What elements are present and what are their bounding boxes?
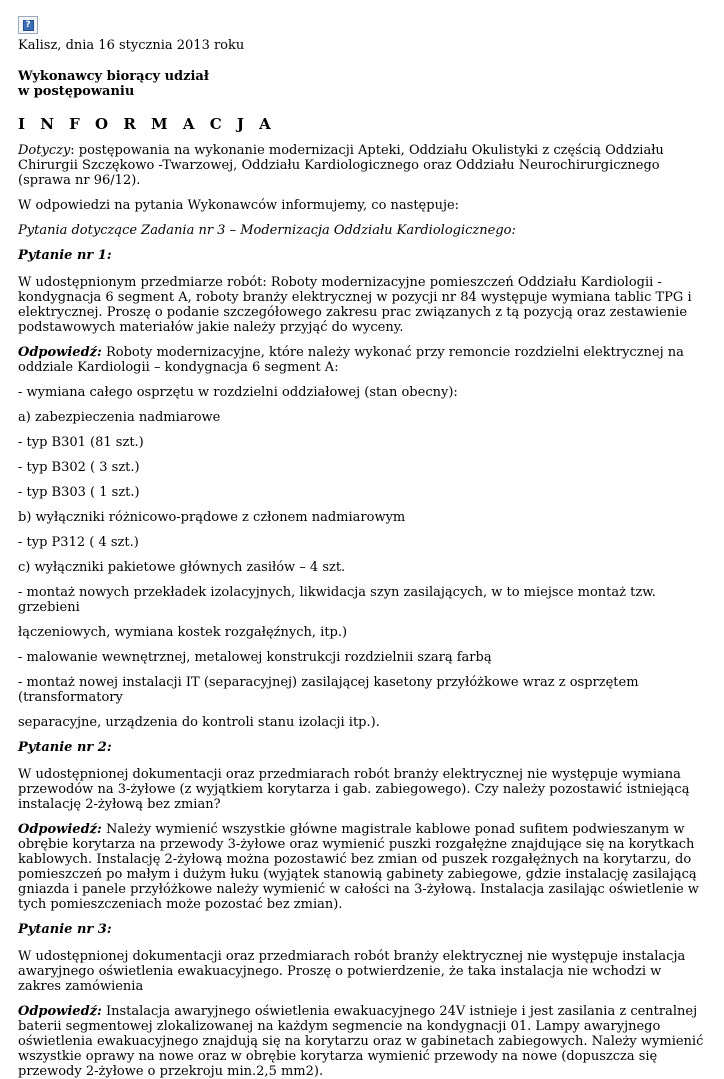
answer-1-line: b) wyłączniki różnicowo-prądowe z członem nadmiarowym <box>18 510 406 525</box>
answer-1-line: - typ B302 ( 3 szt.) <box>18 460 140 475</box>
document-page <box>18 16 708 1079</box>
subject-paragraph <box>18 143 708 188</box>
answer-1-line: c) wyłączniki pakietowe głównych zasiłów – 4 szt. <box>18 560 346 575</box>
answer-2-paragraph <box>18 822 708 912</box>
answer-1-line: - montaż nowych przekładek izolacyjnych, likwidacja szyn zasilających, w to miejsce montaż tzw. grzebieni <box>18 585 656 615</box>
answer-1-line: - montaż nowej instalacji IT (separacyjnej) zasilającej kasetony przyłóżkowe wraz z osprzętem (transformatory <box>18 675 639 705</box>
answer-1-paragraph <box>18 345 708 375</box>
question-1-text: W udostępnionym przedmiarze robót: Roboty modernizacyjne pomieszczeń Oddziału Kardiologii - kondygnacja 6 segment A, roboty branży elektrycznej w pozycji nr 84 występuje wymiana tablic TPG i elektrycznej. Proszę o podanie szczegółowego zakresu prac związanych z tą pozycją oraz zestawienie podstawowych materiałów jakie należy przyjąć do wyceny. <box>18 275 692 335</box>
answer-3-paragraph <box>18 1004 708 1079</box>
answer-2-text: Należy wymienić wszystkie główne magistrale kablowe ponad sufitem podwieszanym w obrębie korytarza na przewody 3-żyłowe oraz wymienić puszki rozgałężne znajdujące się na korytkach kablowych. Instalację 2-żyłową można pozostawić bez zmian od puszek rozgałężnych na korytarzu, do pomieszczeń po małym i dużym łuku (wyjątek stanowią gabinety zabiegowe, gdzie instalację zasilającą gniazda i panele przyłóżkowe należy wymienić w całości na 3-żyłową. Instalacja zasilając oświetlenie w tych pomieszczeniach może pozostać bez zmian). <box>18 822 699 912</box>
subject-label: Dotyczy <box>18 143 71 158</box>
response-intro: W odpowiedzi na pytania Wykonawców informujemy, co następuje: <box>18 198 460 213</box>
answer-1-line: - typ B301 (81 szt.) <box>18 435 144 450</box>
question-3-text: W udostępnionej dokumentacji oraz przedmiarach robót branży elektrycznej nie występuje instalacja awaryjnego oświetlenia ewakuacyjnego. Proszę o potwierdzenie, że taka instalacja nie wchodzi w zakres zamówienia <box>18 949 686 994</box>
answer-2-label: Odpowiedź: <box>18 822 102 837</box>
answer-3-text: Instalacja awaryjnego oświetlenia ewakuacyjnego 24V istnieje i jest zasilania z centralnej baterii segmentowej zlokalizowanej na każdym segmencie na kondygnacji 01. Lampy awaryjnego oświetlenia ewakuacyjnego znajdują się na korytarzu oraz w gabinetach zabiegowych. Należy wymienić wszystkie oprawy na nowe oraz w obrębie korytarza wymienić przewody na nowe (dopuszcza się przewody 2-żyłowe o przekroju min.2,5 mm2). <box>18 1004 704 1079</box>
place-date: Kalisz, dnia 16 stycznia 2013 roku <box>18 38 245 53</box>
answer-1-label: Odpowiedź: <box>18 345 102 360</box>
answer-1-text: Roboty modernizacyjne, które należy wykonać przy remoncie rozdzielni elektrycznej na oddziale Kardiologii – kondygnacja 6 segment A: <box>18 345 684 375</box>
answer-1-line: - typ B303 ( 1 szt.) <box>18 485 140 500</box>
answer-1-line: - malowanie wewnętrznej, metalowej konstrukcji rozdzielnii szarą farbą <box>18 650 492 665</box>
answer-1-line: a) zabezpieczenia nadmiarowe <box>18 410 221 425</box>
question-3-label: Pytanie nr 3: <box>18 922 112 937</box>
question-2-text: W udostępnionej dokumentacji oraz przedmiarach robót branży elektrycznej nie występuje wymiana przewodów na 3-żyłowe (z wyjątkiem korytarza i gab. zabiegowego). Czy należy pozostawić istniejącą instalację 2-żyłową bez zmian? <box>18 767 690 812</box>
subject-text: : postępowania na wykonanie modernizacji Apteki, Oddziału Okulistyki z częścią Oddziału Chirurgii Szczękowo -Twarzowej, Oddziału Kardiologicznego oraz Oddziału Neurochirurgicznego (sprawa nr 96/12). <box>18 143 664 188</box>
document-title: I N F O R M A C J A <box>18 115 276 133</box>
recipient-line-2: w postępowaniu <box>18 84 135 99</box>
image-glyph: ? <box>23 20 34 31</box>
recipient-line-1: Wykonawcy biorący udział <box>18 69 209 84</box>
task-heading: Pytania dotyczące Zadania nr 3 – Modernizacja Oddziału Kardiologicznego: <box>18 223 516 238</box>
answer-1-line: - typ P312 ( 4 szt.) <box>18 535 139 550</box>
answer-1-line: separacyjne, urządzenia do kontroli stanu izolacji itp.). <box>18 715 380 730</box>
answer-1-line: łączeniowych, wymiana kostek rozgałęźnych, itp.) <box>18 625 348 640</box>
question-2-label: Pytanie nr 2: <box>18 740 112 755</box>
question-1-label: Pytanie nr 1: <box>18 248 112 263</box>
broken-image-icon <box>18 16 38 34</box>
answer-3-label: Odpowiedź: <box>18 1004 102 1019</box>
answer-1-line: - wymiana całego osprzętu w rozdzielni oddziałowej (stan obecny): <box>18 385 458 400</box>
